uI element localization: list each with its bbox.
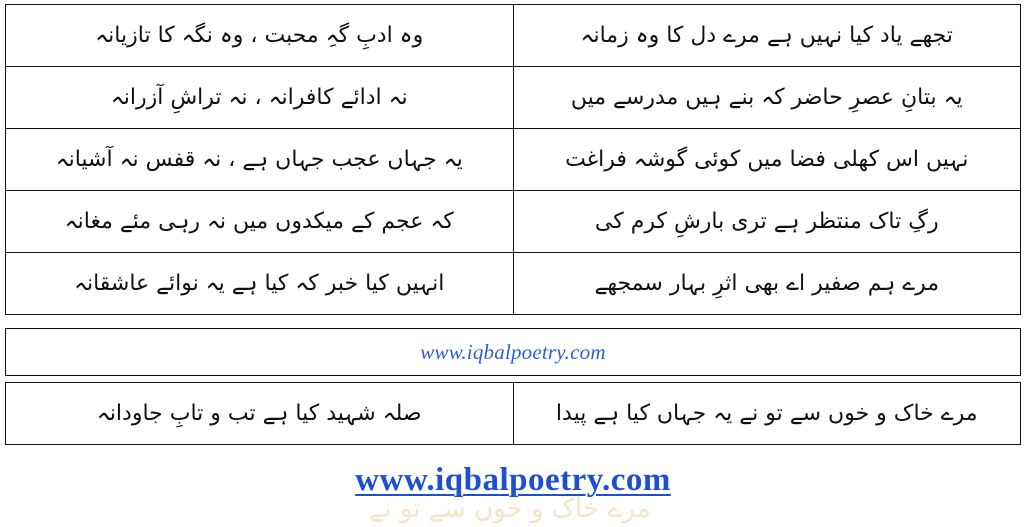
couplet-2-second-hemistich-cell (6, 67, 514, 129)
couplet-4-first-hemistich: رگِ تاک منتظر ہے تری بارشِ کرم کی (594, 208, 939, 234)
final-couplet-first-hemistich-cell (513, 383, 1021, 445)
couplet-5-second-hemistich: انہیں کیا خبر کہ کیا ہے یہ نوائے عاشقانہ (74, 270, 445, 296)
couplet-1-second-hemistich-cell (6, 5, 514, 67)
final-couplet-second-hemistich: صلہ شہید کیا ہے تب و تابِ جاودانہ (96, 400, 422, 426)
table-row (6, 129, 1021, 191)
couplet-2-first-hemistich: یہ بتانِ عصرِ حاضر کہ بنے ہیں مدرسے میں (570, 84, 963, 110)
watermark-band (5, 328, 1021, 376)
final-couplet-first-hemistich: مرے خاک و خوں سے تو نے یہ جہاں کیا ہے پیدا (555, 400, 978, 426)
couplet-3-first-hemistich-cell (513, 129, 1021, 191)
footer-watermark-text: www.iqbalpoetry.com (355, 462, 671, 498)
table-row (6, 191, 1021, 253)
couplet-3-second-hemistich: یہ جہاں عجب جہاں ہے ، نہ قفس نہ آشیانہ (55, 146, 463, 172)
couplet-2-second-hemistich: نہ ادائے کافرانہ ، نہ تراشِ آزرانہ (110, 84, 408, 110)
table-row (6, 253, 1021, 315)
final-couplet-second-hemistich-cell (6, 383, 514, 445)
footer-watermark (0, 462, 1026, 499)
ghost-text: مرے خاک و خوں سے تو نے (369, 494, 651, 524)
couplet-1-second-hemistich: وہ ادبِ گہِ محبت ، وہ نگہ کا تازیانہ (95, 22, 424, 48)
couplet-table (5, 4, 1021, 315)
couplet-3-first-hemistich: نہیں اس کھلی فضا میں کوئی گوشہ فراغت (565, 146, 969, 172)
couplet-3-second-hemistich-cell (6, 129, 514, 191)
table-row (6, 5, 1021, 67)
couplet-1-first-hemistich: تجھے یاد کیا نہیں ہے مرے دل کا وہ زمانہ (580, 22, 953, 48)
couplet-4-second-hemistich-cell (6, 191, 514, 253)
couplet-2-first-hemistich-cell (513, 67, 1021, 129)
couplet-4-first-hemistich-cell (513, 191, 1021, 253)
couplet-5-first-hemistich: مرے ہم صفیر اے بھی اثرِ بہار سمجھے (594, 270, 940, 296)
table-row (6, 383, 1021, 445)
table-row (6, 67, 1021, 129)
final-couplet-table (5, 382, 1021, 445)
couplet-5-first-hemistich-cell (513, 253, 1021, 315)
couplet-5-second-hemistich-cell (6, 253, 514, 315)
watermark-band-text: www.iqbalpoetry.com (420, 339, 606, 364)
couplet-1-first-hemistich-cell (513, 5, 1021, 67)
couplet-4-second-hemistich: کہ عجم کے میکدوں میں نہ رہی مئے مغانہ (64, 208, 454, 234)
